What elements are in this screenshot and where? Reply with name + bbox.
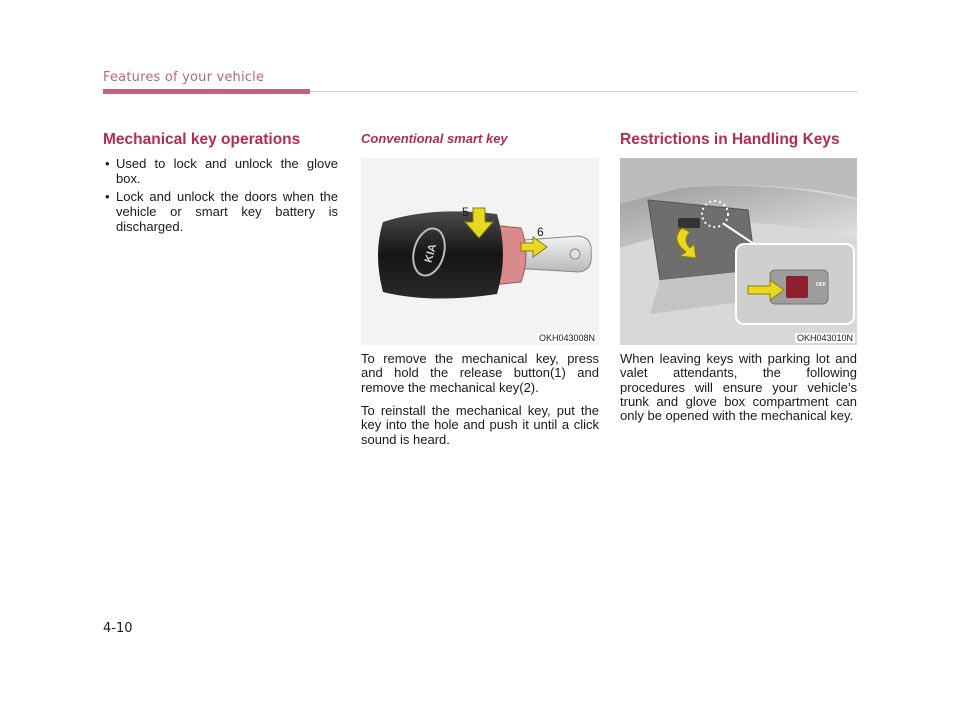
bullet-list xyxy=(103,156,338,237)
switch-label: OFF xyxy=(816,282,826,288)
heading-conventional-smart-key: Conventional smart key xyxy=(361,131,508,146)
svg-text:KIA: KIA xyxy=(422,242,440,264)
heading-restrictions: Restrictions in Handling Keys xyxy=(620,131,840,148)
list-item: • Lock and unlock the doors when the vehicle or smart key battery is discharged. xyxy=(103,189,338,234)
heading-mechanical-key: Mechanical key operations xyxy=(103,131,301,148)
paragraph-remove-key: To remove the mechanical key, press and hold the release button(1) and remove the mechanical key(2). xyxy=(361,351,599,395)
figure-smart-key xyxy=(361,158,599,345)
smart-key-illustration xyxy=(361,158,599,345)
figure-glove-box xyxy=(620,158,857,345)
header-accent-rule xyxy=(103,89,310,94)
page-number: 4-10 xyxy=(103,621,133,636)
callout-5: 5 xyxy=(462,205,469,219)
callout-6: 6 xyxy=(537,225,544,239)
figure-code: OKH043010N xyxy=(796,333,853,343)
paragraph-valet: When leaving keys with parking lot and valet attendants, the following procedures will ensure your vehicle’s trunk and glove box compartment can only be opened with the mechanical key. xyxy=(620,351,857,424)
glove-box-illustration xyxy=(620,158,857,345)
paragraph-reinstall-key: To reinstall the mechanical key, put the key into the hole and push it until a click sound is heard. xyxy=(361,403,599,447)
header-rule xyxy=(310,91,857,92)
figure-code: OKH043008N xyxy=(538,333,595,343)
list-item: • Used to lock and unlock the glove box. xyxy=(103,156,338,186)
running-header: Features of your vehicle xyxy=(103,70,265,85)
